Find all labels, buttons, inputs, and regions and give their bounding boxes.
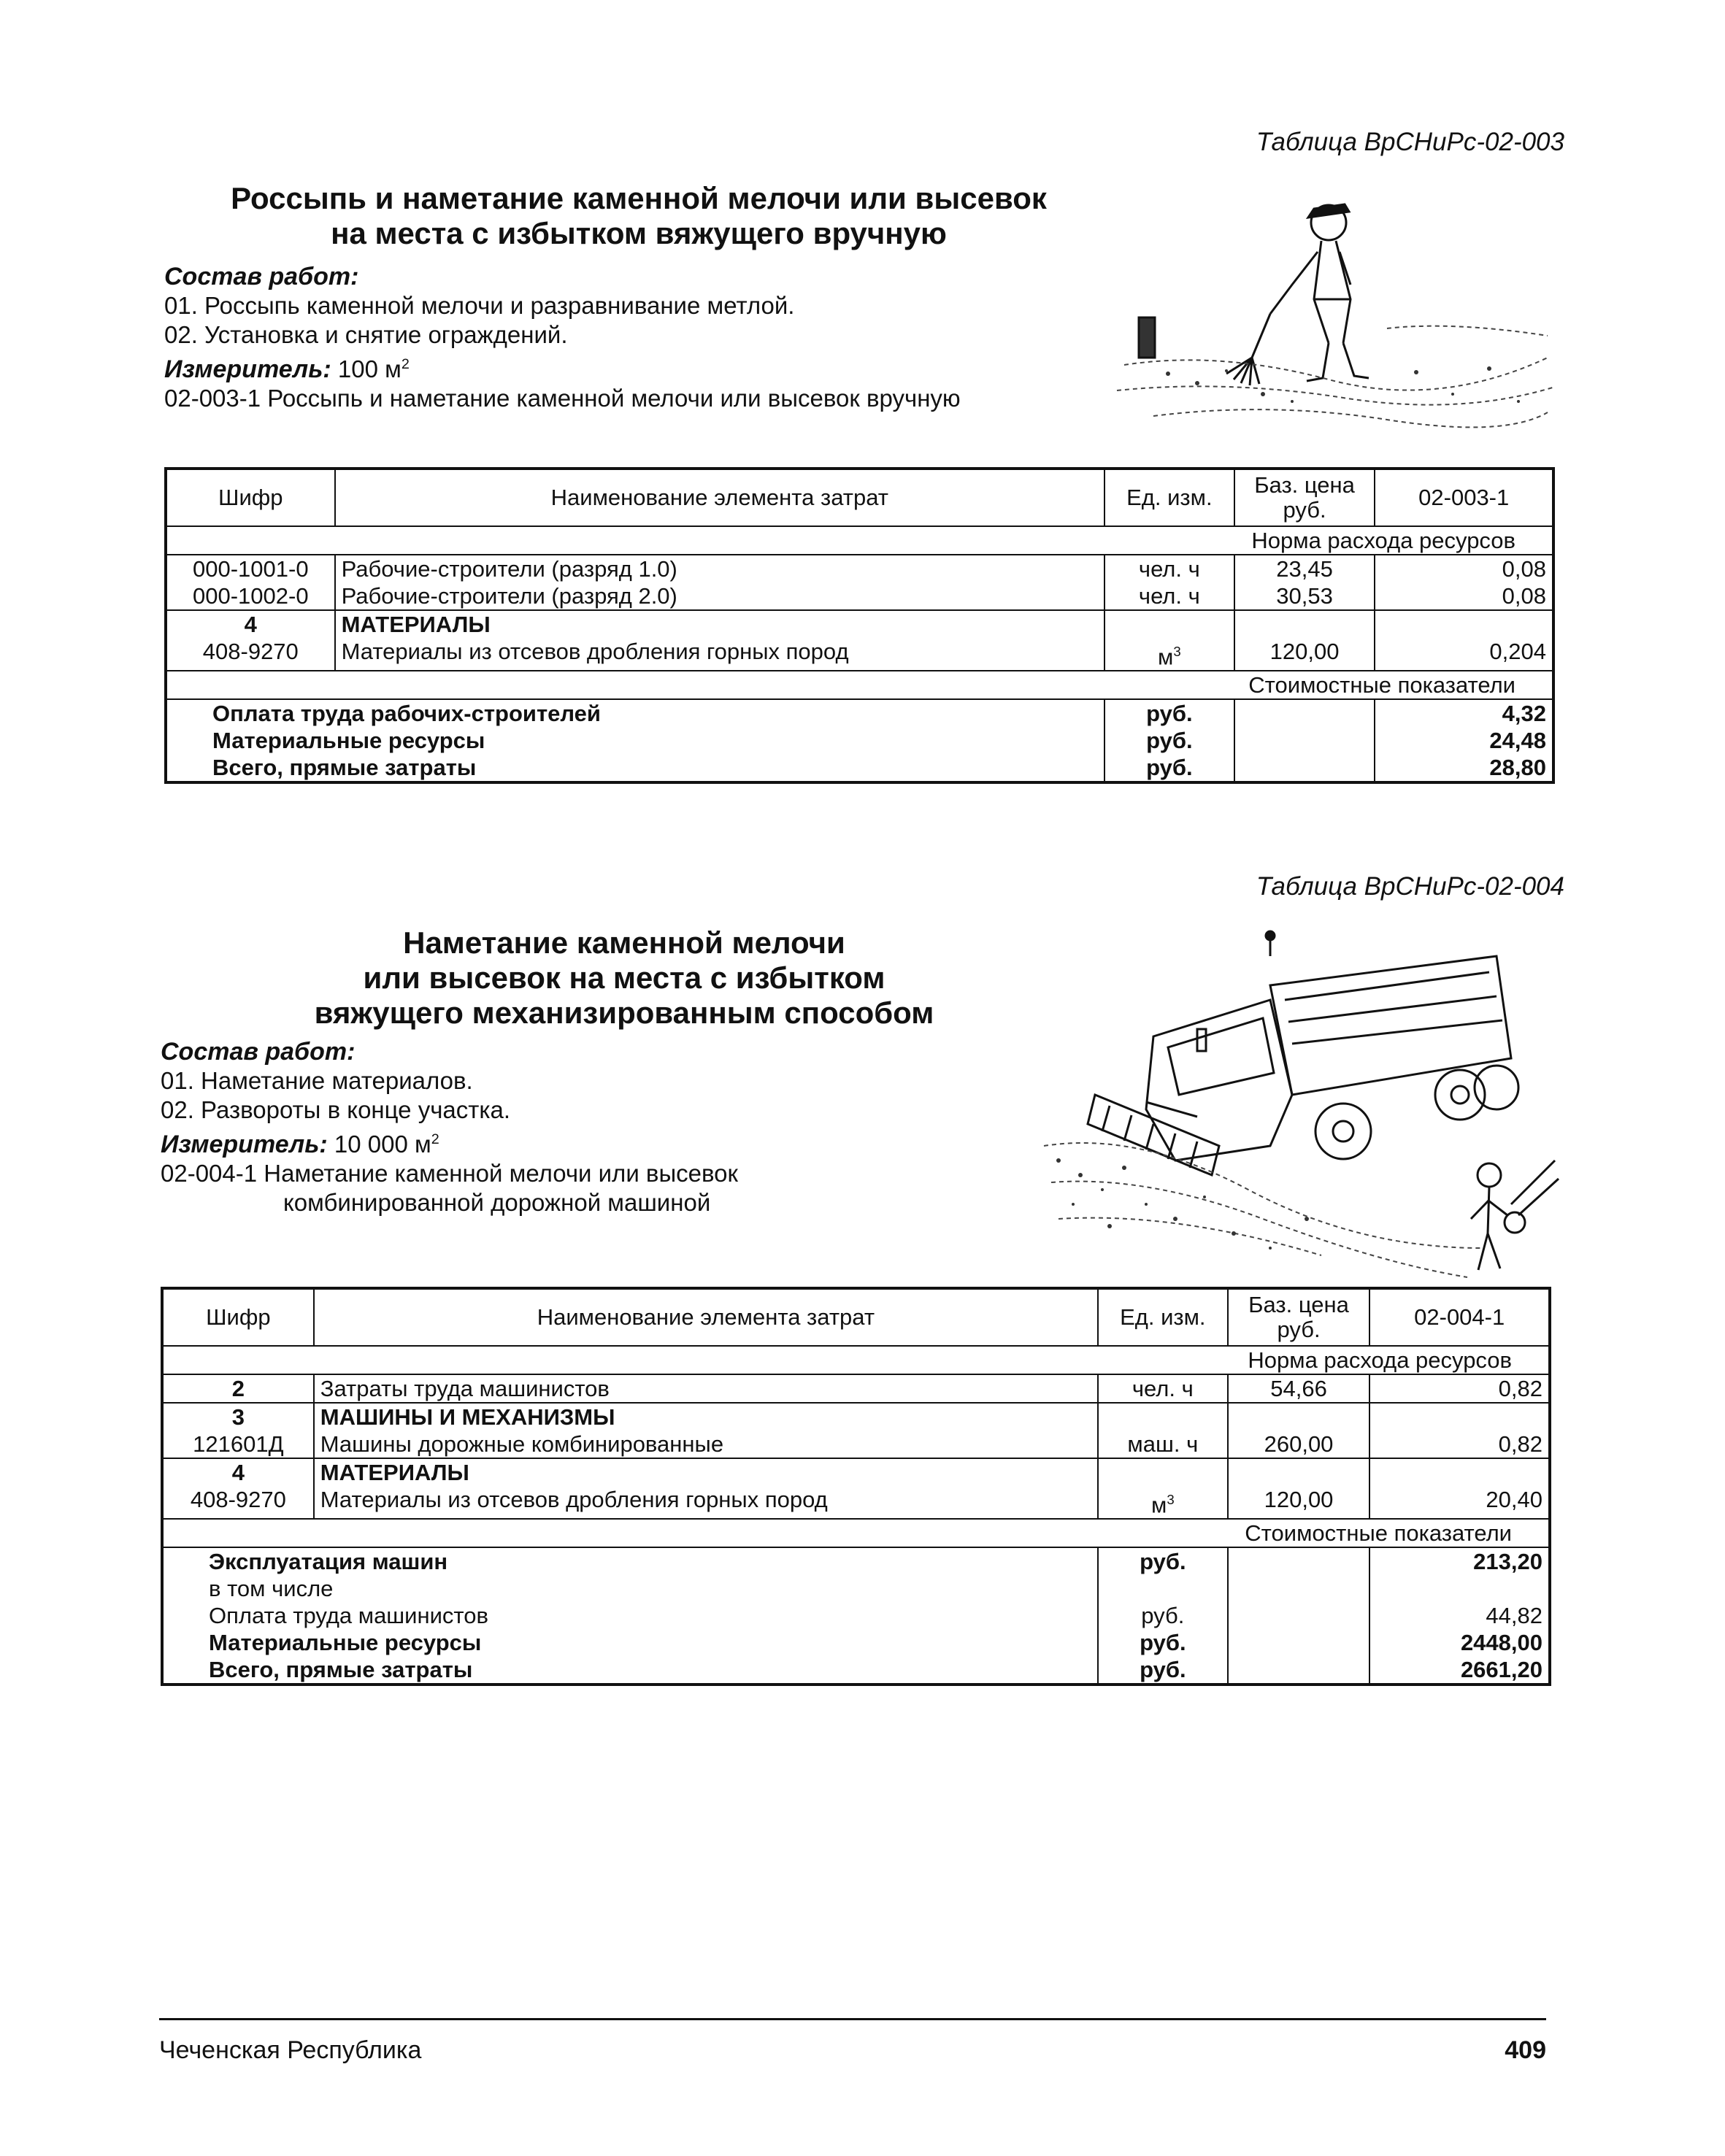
cell-value — [1369, 1458, 1550, 1486]
total-row — [162, 1575, 1550, 1602]
meter-label: Измеритель: — [161, 1131, 328, 1158]
total-label: Материальные ресурсы — [166, 727, 1104, 754]
total-unit: руб. — [1098, 1602, 1228, 1629]
cell-code: 408-9270 — [162, 1486, 314, 1519]
total-row — [166, 699, 1553, 727]
cell-code: 121601Д — [162, 1431, 314, 1458]
cell-code: 408-9270 — [166, 638, 335, 671]
table-header-row — [162, 1288, 1550, 1346]
work-label: Состав работ: — [161, 1038, 356, 1066]
total-price — [1228, 1575, 1370, 1602]
total-value: 213,20 — [1369, 1547, 1550, 1575]
cell-name: Затраты труда машинистов — [314, 1374, 1098, 1403]
total-label: Всего, прямые затраты — [166, 754, 1104, 782]
cell-price: 120,00 — [1234, 638, 1375, 671]
meter-sup: 2 — [431, 1131, 439, 1147]
table-row — [162, 1431, 1550, 1458]
cell-price: 54,66 — [1228, 1374, 1370, 1403]
cost-table-02-003 — [164, 467, 1555, 784]
table-row — [162, 1486, 1550, 1519]
header-norm-code: 02-003-1 — [1375, 469, 1553, 526]
title-line: Россыпь и наметание каменной мелочи или высевок — [231, 181, 1047, 215]
band-cost-label: Стоимостные показатели — [166, 671, 1553, 699]
cell-code: 4 — [166, 610, 335, 638]
total-unit: руб. — [1098, 1629, 1228, 1656]
total-unit: руб. — [1104, 727, 1234, 754]
cell-unit: чел. ч — [1098, 1374, 1228, 1403]
band-cost — [166, 671, 1553, 699]
cell-value: 0,82 — [1369, 1374, 1550, 1403]
meter-sup: 2 — [401, 356, 410, 372]
table-row — [166, 582, 1553, 610]
cell-value: 0,08 — [1375, 582, 1553, 610]
total-row — [162, 1656, 1550, 1685]
header-code: Шифр — [166, 469, 335, 526]
cell-name: Материалы из отсевов дробления горных пород — [314, 1486, 1098, 1519]
total-price — [1234, 699, 1375, 727]
total-row — [166, 754, 1553, 782]
cell-unit: маш. ч — [1098, 1431, 1228, 1458]
band-norm-label: Норма расхода ресурсов — [162, 1346, 1550, 1374]
total-value: 24,48 — [1375, 727, 1553, 754]
cell-value — [1375, 610, 1553, 638]
cell-price: 30,53 — [1234, 582, 1375, 610]
total-label: Оплата труда машинистов — [162, 1602, 1098, 1629]
total-value — [1369, 1575, 1550, 1602]
table-row — [166, 610, 1553, 638]
total-price — [1228, 1656, 1370, 1685]
header-unit: Ед. изм. — [1098, 1288, 1228, 1346]
meter-value: 100 м — [337, 355, 402, 382]
header-norm-code: 02-004-1 — [1369, 1288, 1550, 1346]
header-unit: Ед. изм. — [1104, 469, 1234, 526]
total-unit: руб. — [1104, 699, 1234, 727]
band-cost-label: Стоимостные показатели — [162, 1519, 1550, 1547]
header-name: Наименование элемента затрат — [314, 1288, 1098, 1346]
cell-code: 000-1002-0 — [166, 582, 335, 610]
cell-price — [1234, 610, 1375, 638]
total-value: 2661,20 — [1369, 1656, 1550, 1685]
table-row — [166, 638, 1553, 671]
cell-name: Рабочие-строители (разряд 2.0) — [335, 582, 1104, 610]
cell-price — [1228, 1458, 1370, 1486]
cell-name: МАТЕРИАЛЫ — [335, 610, 1104, 638]
total-label: в том числе — [162, 1575, 1098, 1602]
total-unit: руб. — [1098, 1656, 1228, 1685]
worker-sweeping-icon — [1110, 182, 1562, 438]
unit-text: м — [1151, 1492, 1167, 1518]
total-label: Материальные ресурсы — [162, 1629, 1098, 1656]
road-machine-icon — [1029, 927, 1562, 1285]
total-row — [166, 727, 1553, 754]
total-label: Эксплуатация машин — [162, 1547, 1098, 1575]
meter-value: 10 000 м — [334, 1131, 431, 1158]
cell-value: 0,08 — [1375, 555, 1553, 582]
band-norm — [166, 526, 1553, 555]
cell-code: 3 — [162, 1403, 314, 1431]
table-caption-02-003: Таблица ВрСНиРс-02-003 — [1256, 128, 1564, 156]
total-price — [1234, 754, 1375, 782]
band-norm-label: Норма расхода ресурсов — [166, 526, 1553, 555]
cell-value: 0,204 — [1375, 638, 1553, 671]
cell-value: 0,82 — [1369, 1431, 1550, 1458]
table-row — [162, 1403, 1550, 1431]
cell-unit — [1098, 1458, 1228, 1486]
total-unit: руб. — [1104, 754, 1234, 782]
table-row — [162, 1374, 1550, 1403]
cell-unit — [1098, 1486, 1228, 1519]
unit-sup: 3 — [1167, 1492, 1175, 1507]
page-number: 409 — [1505, 2036, 1546, 2064]
cell-name: Материалы из отсевов дробления горных пород — [335, 638, 1104, 671]
total-price — [1228, 1602, 1370, 1629]
footer-rule — [159, 2018, 1546, 2020]
band-norm — [162, 1346, 1550, 1374]
total-price — [1228, 1547, 1370, 1575]
total-price — [1228, 1629, 1370, 1656]
cell-price: 120,00 — [1228, 1486, 1370, 1519]
section-title-02-003 — [164, 181, 1113, 251]
cell-code: 2 — [162, 1374, 314, 1403]
code-line: 02-003-1 Россыпь и наметание каменной мелочи или высевок вручную — [164, 385, 961, 412]
code-line: 02-004-1 Наметание каменной мелочи или высевок — [161, 1160, 738, 1187]
cell-name: МАТЕРИАЛЫ — [314, 1458, 1098, 1486]
meter-label: Измеритель: — [164, 355, 331, 383]
table-row — [162, 1458, 1550, 1486]
code-line-continued: комбинированной дорожной машиной — [283, 1189, 711, 1216]
header-price: Баз. цена руб. — [1234, 469, 1375, 526]
cell-unit — [1098, 1403, 1228, 1431]
total-unit: руб. — [1098, 1547, 1228, 1575]
cell-unit: чел. ч — [1104, 582, 1234, 610]
total-label: Всего, прямые затраты — [162, 1656, 1098, 1685]
cell-price — [1228, 1403, 1370, 1431]
cell-price: 23,45 — [1234, 555, 1375, 582]
cell-name: МАШИНЫ И МЕХАНИЗМЫ — [314, 1403, 1098, 1431]
unit-text: м — [1158, 644, 1174, 670]
total-price — [1234, 727, 1375, 754]
total-value: 2448,00 — [1369, 1629, 1550, 1656]
title-line: на места с избытком вяжущего вручную — [331, 216, 947, 250]
work-label: Состав работ: — [164, 263, 359, 290]
total-value: 28,80 — [1375, 754, 1553, 782]
cell-value — [1369, 1403, 1550, 1431]
total-row — [162, 1547, 1550, 1575]
cell-price: 260,00 — [1228, 1431, 1370, 1458]
cell-name: Рабочие-строители (разряд 1.0) — [335, 555, 1104, 582]
table-header-row — [166, 469, 1553, 526]
cell-name: Машины дорожные комбинированные — [314, 1431, 1098, 1458]
total-row — [162, 1602, 1550, 1629]
total-unit — [1098, 1575, 1228, 1602]
work-composition-02-004 — [161, 1038, 738, 1217]
title-line: Наметание каменной мелочи — [403, 925, 845, 960]
total-value: 4,32 — [1375, 699, 1553, 727]
table-caption-02-004: Таблица ВрСНиРс-02-004 — [1256, 872, 1564, 901]
cell-unit: чел. ч — [1104, 555, 1234, 582]
work-composition-02-003 — [164, 263, 961, 413]
meter-line — [164, 350, 961, 384]
table-row — [166, 555, 1553, 582]
header-code: Шифр — [162, 1288, 314, 1346]
cell-value: 20,40 — [1369, 1486, 1550, 1519]
title-line: или высевок на места с избытком — [363, 960, 885, 995]
total-value: 44,82 — [1369, 1602, 1550, 1629]
work-item: 01. Наметание материалов. — [161, 1067, 473, 1094]
work-item: 01. Россыпь каменной мелочи и разравнивание метлой. — [164, 292, 795, 319]
cell-unit — [1104, 610, 1234, 638]
section-title-02-004 — [241, 925, 1007, 1031]
cell-unit — [1104, 638, 1234, 671]
header-name: Наименование элемента затрат — [335, 469, 1104, 526]
footer-region: Чеченская Республика — [159, 2036, 422, 2064]
work-item: 02. Развороты в конце участка. — [161, 1096, 511, 1123]
meter-line — [161, 1125, 738, 1159]
total-row — [162, 1629, 1550, 1656]
title-line: вяжущего механизированным способом — [314, 996, 934, 1030]
work-item: 02. Установка и снятие ограждений. — [164, 321, 568, 348]
cell-code: 000-1001-0 — [166, 555, 335, 582]
cost-table-02-004 — [161, 1287, 1551, 1686]
cell-code: 4 — [162, 1458, 314, 1486]
unit-sup: 3 — [1173, 644, 1181, 659]
band-cost — [162, 1519, 1550, 1547]
header-price: Баз. цена руб. — [1228, 1288, 1370, 1346]
total-label: Оплата труда рабочих-строителей — [166, 699, 1104, 727]
